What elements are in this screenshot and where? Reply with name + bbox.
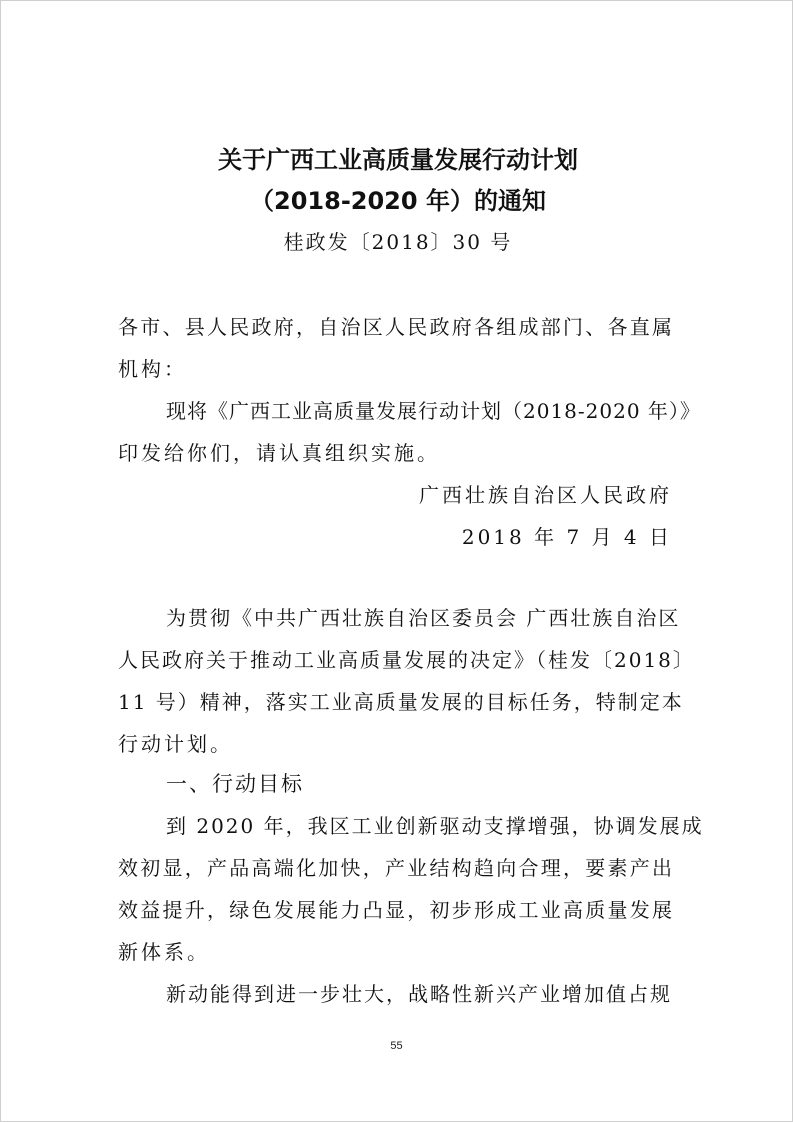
issue-date: 2018 年 7 月 4 日 [461, 525, 672, 549]
document-title-line1: 关于广西工业高质量发展行动计划 [218, 146, 578, 174]
notice-line2: 印发给你们，请认真组织实施。 [118, 441, 440, 465]
addressee-line2: 机构： [118, 357, 187, 381]
section1-line: 效初显，产品高端化加快，产业结构趋向合理，要素产出 [118, 856, 674, 880]
section-heading: 一、行动目标 [166, 772, 304, 796]
intro-line: 11 号）精神，落实工业高质量发展的目标任务，特制定本 [118, 690, 684, 714]
intro-line: 行动计划。 [118, 732, 233, 756]
issuer: 广西壮族自治区人民政府 [419, 483, 672, 507]
new-energy-line: 新动能得到进一步壮大，战略性新兴产业增加值占规 [166, 982, 672, 1006]
section1-line: 效益提升，绿色发展能力凸显，初步形成工业高质量发展 [118, 898, 674, 922]
addressee-line1: 各市、县人民政府，自治区人民政府各组成部门、各直属 [118, 315, 674, 339]
intro-line: 为贯彻《中共广西壮族自治区委员会 广西壮族自治区 [166, 606, 681, 630]
section1-line: 到 2020 年，我区工业创新驱动支撑增强，协调发展成 [166, 814, 704, 838]
document-title-line2: （2018-2020 年）的通知 [250, 187, 546, 215]
notice-line1: 现将《广西工业高质量发展行动计划（2018-2020 年）》 [166, 399, 701, 423]
page-number: 55 [390, 1040, 403, 1052]
section1-line: 新体系。 [118, 940, 210, 964]
document-number: 桂政发〔2018〕30 号 [283, 230, 513, 254]
intro-line: 人民政府关于推动工业高质量发展的决定》（桂发〔2018〕 [118, 648, 695, 672]
